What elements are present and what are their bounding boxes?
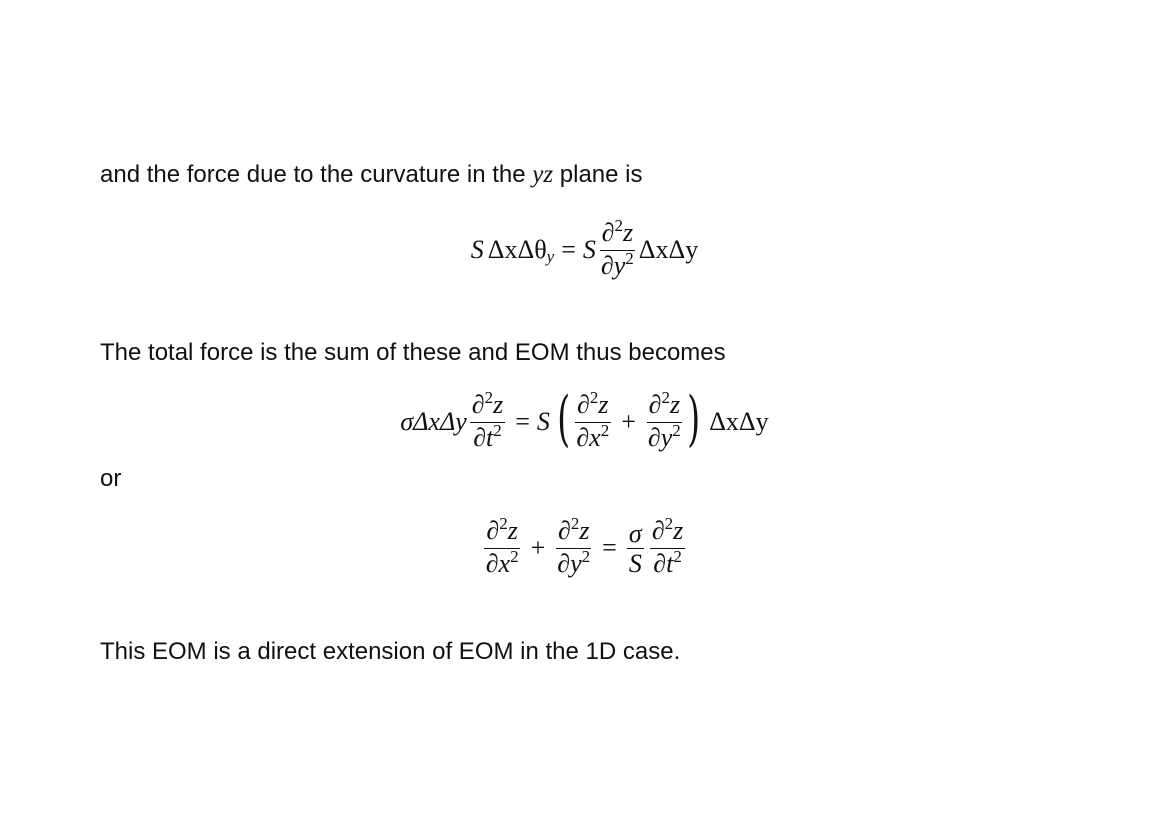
partial-symbol: ∂ bbox=[486, 515, 500, 545]
paragraph-text: plane is bbox=[553, 161, 643, 188]
exponent: 2 bbox=[673, 546, 682, 566]
equals-sign: = bbox=[602, 533, 617, 562]
equals-sign: = bbox=[515, 407, 530, 436]
exponent: 2 bbox=[589, 387, 599, 407]
fraction-d2z-dx2 bbox=[484, 513, 521, 581]
math-delta-terms: ΔxΔy bbox=[709, 407, 769, 436]
equation-curvature-force bbox=[0, 216, 1169, 284]
math-denominator: ∂y bbox=[557, 548, 582, 578]
right-parenthesis: ) bbox=[687, 384, 700, 454]
inline-math-yz: yz bbox=[532, 161, 554, 188]
exponent: 2 bbox=[625, 248, 634, 268]
math-variable: z bbox=[673, 515, 684, 545]
fraction-d2z-dy2 bbox=[599, 215, 636, 283]
math-delta-terms: ΔxΔy bbox=[638, 235, 699, 264]
math-symbol: S bbox=[628, 548, 642, 578]
exponent: 2 bbox=[600, 420, 610, 440]
exponent: 2 bbox=[661, 387, 670, 407]
equation-eom bbox=[0, 386, 1169, 458]
math-symbol: S bbox=[470, 235, 484, 264]
math-lhs: σΔxΔy bbox=[400, 407, 467, 436]
exponent: 2 bbox=[581, 546, 591, 566]
math-variable: z bbox=[598, 389, 609, 419]
math-symbol: S bbox=[536, 407, 550, 436]
exponent: 2 bbox=[664, 513, 674, 533]
paragraph-total-force: The total force is the sum of these and EOM thus becomes bbox=[100, 339, 726, 366]
math-variable: z bbox=[493, 389, 504, 419]
paragraph-text: and the force due to the curvature in the bbox=[100, 161, 533, 188]
math-variable: z bbox=[507, 515, 518, 545]
fraction-sigma-over-S bbox=[627, 519, 644, 578]
left-parenthesis: ( bbox=[557, 384, 571, 454]
plus-sign: + bbox=[621, 407, 636, 436]
exponent: 2 bbox=[499, 513, 508, 533]
math-variable: z bbox=[669, 389, 681, 419]
exponent: 2 bbox=[493, 420, 502, 440]
math-denominator: ∂x bbox=[485, 548, 511, 578]
partial-symbol: ∂ bbox=[471, 389, 485, 419]
math-denominator: ∂y bbox=[647, 422, 673, 452]
partial-symbol: ∂ bbox=[557, 515, 571, 545]
exponent: 2 bbox=[570, 513, 580, 533]
exponent: 2 bbox=[614, 215, 623, 235]
fraction-d2z-dt2 bbox=[650, 513, 685, 581]
exponent: 2 bbox=[672, 420, 681, 440]
math-variable: z bbox=[622, 217, 634, 247]
paragraph-conclusion: This EOM is a direct extension of EOM in the 1D case. bbox=[100, 638, 681, 665]
math-denominator: ∂y bbox=[600, 250, 626, 280]
math-subscript: y bbox=[546, 247, 555, 266]
math-denominator: ∂x bbox=[576, 422, 601, 452]
exponent: 2 bbox=[484, 387, 494, 407]
fraction-d2z-dt2 bbox=[470, 387, 505, 455]
fraction-d2z-dx2 bbox=[574, 387, 611, 455]
paragraph-curvature-force bbox=[100, 161, 643, 189]
math-variable: z bbox=[579, 515, 590, 545]
partial-symbol: ∂ bbox=[577, 389, 590, 419]
partial-symbol: ∂ bbox=[651, 515, 665, 545]
equals-sign: = bbox=[561, 235, 576, 264]
math-symbol: S bbox=[582, 235, 596, 264]
math-sigma: σ bbox=[628, 518, 642, 548]
exponent: 2 bbox=[510, 546, 519, 566]
fraction-d2z-dy2 bbox=[646, 387, 683, 455]
plus-sign: + bbox=[530, 533, 546, 562]
partial-symbol: ∂ bbox=[648, 389, 662, 419]
paragraph-or: or bbox=[100, 465, 122, 492]
partial-symbol: ∂ bbox=[601, 217, 615, 247]
equation-wave bbox=[0, 514, 1169, 582]
fraction-d2z-dy2 bbox=[555, 513, 592, 581]
math-denominator: ∂t bbox=[473, 422, 494, 452]
math-denominator: ∂t bbox=[653, 548, 674, 578]
math-delta-terms: ΔxΔθ bbox=[487, 235, 547, 264]
